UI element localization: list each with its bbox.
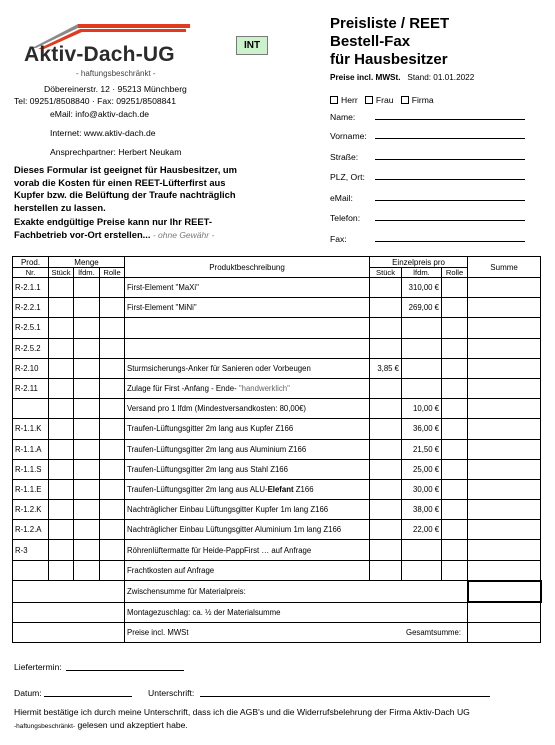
page-title-line2: Bestell-Fax [330, 33, 411, 50]
cell-menge-lfdm[interactable] [74, 459, 100, 479]
cell-price-stueck [370, 459, 402, 479]
cell-price-lfdm: 30,00 € [402, 479, 442, 499]
cell-menge-stueck[interactable] [49, 419, 74, 439]
cell-menge-rolle[interactable] [100, 520, 125, 540]
cell-description: Versand pro 1 lfdm (Mindestversandkosten: 80,00€) [125, 399, 370, 419]
cell-menge-lfdm[interactable] [74, 540, 100, 560]
cell-menge-rolle[interactable] [100, 419, 125, 439]
field-input-strasse[interactable] [375, 159, 525, 160]
gesamtsumme-row [125, 623, 468, 643]
cell-prod-nr: R-1.2.K [13, 500, 49, 520]
table-row [13, 520, 541, 540]
cell-price-rolle [442, 358, 468, 378]
cell-prod-nr: R-1.1.A [13, 439, 49, 459]
cell-price-rolle [442, 500, 468, 520]
cell-price-lfdm: 25,00 € [402, 459, 442, 479]
cell-price-lfdm [402, 378, 442, 398]
datum-label: Datum: [14, 688, 42, 698]
cell-description [125, 318, 370, 338]
field-input-telefon[interactable] [375, 220, 525, 221]
cell-menge-rolle[interactable] [100, 378, 125, 398]
cell-menge-stueck[interactable] [49, 318, 74, 338]
company-email: eMail: info@aktiv-dach.de [50, 109, 150, 119]
cell-description: Frachtkosten auf Anfrage [125, 560, 370, 581]
order-table [12, 256, 542, 643]
cell-price-rolle [442, 399, 468, 419]
company-phone-fax: Tel: 09251/8508840 · Fax: 09251/8508841 [14, 96, 176, 106]
cell-description [125, 338, 370, 358]
intro-line-6: Fachbetrieb vor-Ort erstellen... - ohne Gewähr - [14, 228, 215, 240]
cell-menge-rolle[interactable] [100, 318, 125, 338]
cell-prod-nr: R-2.11 [13, 378, 49, 398]
header-menge-lfdm: lfdm. [74, 268, 100, 278]
cell-price-stueck [370, 399, 402, 419]
field-label-vorname: Vorname: [330, 131, 367, 141]
cell-menge-stueck[interactable] [49, 378, 74, 398]
cell-summe[interactable] [468, 358, 541, 378]
cell-menge-stueck[interactable] [49, 459, 74, 479]
zwischensumme-label: Zwischensumme für Materialpreis: [125, 581, 468, 602]
cell-description: Traufen-Lüftungsgitter 2m lang aus Aluminium Z166 [125, 439, 370, 459]
cell-price-stueck [370, 540, 402, 560]
cell-prod-nr: R-2.1.1 [13, 278, 49, 298]
cell-menge-rolle[interactable] [100, 298, 125, 318]
cell-menge-lfdm[interactable] [74, 378, 100, 398]
cell-menge-rolle[interactable] [100, 479, 125, 499]
cell-description: Traufen-Lüftungsgitter 2m lang aus ALU-Elefant Z166 [125, 479, 370, 499]
cell-menge-stueck[interactable] [49, 540, 74, 560]
table-row [13, 540, 541, 560]
unterschrift-input[interactable] [200, 696, 490, 697]
table-row [13, 459, 541, 479]
cell-price-lfdm [402, 318, 442, 338]
cell-price-lfdm: 22,00 € [402, 520, 442, 540]
cell-price-stueck [370, 560, 402, 581]
cell-price-stueck [370, 419, 402, 439]
header-nr: Nr. [13, 268, 49, 278]
confirm-rest: gelesen und akzeptiert habe. [75, 720, 188, 730]
cell-menge-lfdm[interactable] [74, 419, 100, 439]
cell-price-rolle [442, 378, 468, 398]
header-prod: Prod. [13, 257, 49, 268]
confirm-text-line2 [14, 720, 188, 730]
cell-menge-lfdm[interactable] [74, 338, 100, 358]
cell-menge-rolle[interactable] [100, 439, 125, 459]
cell-description: Traufen-Lüftungsgitter 2m lang aus Kupfer Z166 [125, 419, 370, 439]
table-row [13, 358, 541, 378]
cell-price-stueck [370, 318, 402, 338]
cell-price-rolle [442, 459, 468, 479]
field-input-fax[interactable] [375, 241, 525, 242]
header-menge-rolle: Rolle [100, 268, 125, 278]
cell-price-stueck: 3,85 € [370, 358, 402, 378]
cell-menge-lfdm[interactable] [74, 439, 100, 459]
cell-price-lfdm [402, 358, 442, 378]
cell-menge-stueck[interactable] [49, 399, 74, 419]
table-row [13, 399, 541, 419]
cell-prod-nr: R-3 [13, 540, 49, 560]
cell-price-lfdm: 310,00 € [402, 278, 442, 298]
gesamtsumme-label: Gesamtsumme: [406, 628, 462, 638]
field-input-email[interactable] [375, 200, 525, 201]
cell-menge-rolle[interactable] [100, 278, 125, 298]
cell-menge-stueck[interactable] [49, 520, 74, 540]
cell-price-stueck [370, 378, 402, 398]
cell-price-rolle [442, 318, 468, 338]
cell-price-lfdm: 10,00 € [402, 399, 442, 419]
intro-line-2: vorab die Kosten für einen REET-Lüfterfirst aus [14, 176, 226, 188]
cell-prod-nr [13, 560, 49, 581]
montage-value[interactable] [468, 602, 541, 623]
cell-price-stueck [370, 520, 402, 540]
cell-menge-lfdm[interactable] [74, 298, 100, 318]
table-row [13, 278, 541, 298]
header-beschreibung: Produktbeschreibung [125, 257, 370, 278]
checkbox-firma[interactable]: Firma [401, 95, 434, 105]
company-internet: Internet: www.aktiv-dach.de [50, 128, 156, 138]
confirm-text-line1: Hiermit bestätige ich durch meine Unterschrift, dass ich die AGB's und die Widerrufsbelehrung der Firma Aktiv-Dach UG [14, 707, 470, 717]
cell-price-rolle [442, 419, 468, 439]
intro-line-5: Exakte endgültige Preise kann nur Ihr REET- [14, 216, 212, 227]
cell-price-lfdm: 38,00 € [402, 500, 442, 520]
cell-menge-lfdm[interactable] [74, 479, 100, 499]
cell-price-lfdm: 269,00 € [402, 298, 442, 318]
cell-description: Sturmsicherungs-Anker für Sanieren oder Vorbeugen [125, 358, 370, 378]
cell-description: Röhrenlüftermatte für Heide-PappFirst … auf Anfrage [125, 540, 370, 560]
field-input-name[interactable] [375, 119, 525, 120]
cell-price-rolle [442, 278, 468, 298]
cell-summe[interactable] [468, 338, 541, 358]
datum-input[interactable] [44, 696, 132, 697]
header-menge: Menge [49, 257, 125, 268]
table-row [13, 298, 541, 318]
cell-summe[interactable] [468, 399, 541, 419]
logo-text: Aktiv-Dach-UG [24, 43, 175, 66]
liefertermin-label: Liefertermin: [14, 662, 62, 672]
confirm-small: -haftungsbeschränkt- [14, 723, 76, 730]
company-contact: Ansprechpartner: Herbert Neukam [50, 147, 182, 157]
cell-menge-stueck[interactable] [49, 358, 74, 378]
field-label-telefon: Telefon: [330, 213, 361, 223]
cell-price-rolle [442, 560, 468, 581]
cell-price-lfdm: 21,50 € [402, 439, 442, 459]
header-summe: Summe [468, 257, 541, 278]
cell-price-stueck [370, 278, 402, 298]
field-label-fax: Fax: [330, 234, 347, 244]
cell-prod-nr: R-2.5.1 [13, 318, 49, 338]
cell-price-lfdm [402, 338, 442, 358]
cell-menge-stueck[interactable] [49, 278, 74, 298]
cell-menge-stueck[interactable] [49, 439, 74, 459]
cell-price-rolle [442, 479, 468, 499]
cell-menge-rolle[interactable] [100, 338, 125, 358]
cell-menge-rolle[interactable] [100, 560, 125, 581]
cell-description: First-Element "MiNi" [125, 298, 370, 318]
cell-summe[interactable] [468, 298, 541, 318]
cell-price-stueck [370, 298, 402, 318]
table-row [13, 338, 541, 358]
liefertermin-input[interactable] [66, 670, 184, 671]
cell-prod-nr: R-1.1.K [13, 419, 49, 439]
checkbox-frau[interactable]: Frau [365, 95, 394, 105]
cell-menge-stueck[interactable] [49, 500, 74, 520]
table-row [13, 318, 541, 338]
cell-menge-lfdm[interactable] [74, 399, 100, 419]
cell-menge-lfdm[interactable] [74, 520, 100, 540]
cell-menge-lfdm[interactable] [74, 318, 100, 338]
cell-menge-stueck[interactable] [49, 560, 74, 581]
intro-line-1: Dieses Formular ist geeignet für Hausbesitzer, um [14, 164, 237, 175]
table-row [13, 419, 541, 439]
cell-price-lfdm [402, 560, 442, 581]
cell-menge-lfdm[interactable] [74, 358, 100, 378]
cell-prod-nr: R-1.2.A [13, 520, 49, 540]
montage-label: Montagezuschlag: ca. ½ der Materialsumme [125, 602, 468, 623]
company-logo [14, 18, 200, 76]
table-row [13, 378, 541, 398]
cell-price-rolle [442, 338, 468, 358]
cell-description: Traufen-Lüftungsgitter 2m lang aus Stahl Z166 [125, 459, 370, 479]
cell-summe[interactable] [468, 500, 541, 520]
table-row [13, 439, 541, 459]
cell-menge-lfdm[interactable] [74, 560, 100, 581]
table-row [13, 500, 541, 520]
cell-menge-rolle[interactable] [100, 399, 125, 419]
intro-line-3: Kupfer bzw. die Belüftung der Traufe nachträglich [14, 189, 236, 200]
cell-prod-nr: R-2.10 [13, 358, 49, 378]
header-preis-stueck: Stück [370, 268, 402, 278]
cell-menge-lfdm[interactable] [74, 278, 100, 298]
price-info-mwst: Preise incl. MWSt. [330, 73, 401, 82]
cell-summe[interactable] [468, 378, 541, 398]
cell-menge-rolle[interactable] [100, 459, 125, 479]
unterschrift-label: Unterschrift: [148, 688, 195, 698]
cell-prod-nr [13, 399, 49, 419]
cell-description: Nachträglicher Einbau Lüftungsgitter Aluminium 1m lang Z166 [125, 520, 370, 540]
cell-prod-nr: R-1.1.S [13, 459, 49, 479]
cell-prod-nr: R-2.2.1 [13, 298, 49, 318]
preise-incl-label: Preise incl. MWSt [127, 628, 189, 638]
int-badge: INT [236, 36, 268, 55]
cell-price-lfdm [402, 540, 442, 560]
cell-summe[interactable] [468, 419, 541, 439]
field-label-plz-ort: PLZ, Ort: [330, 172, 365, 182]
intro-line-4: herstellen zu lassen. [14, 201, 106, 213]
logo-subtitle: - haftungsbeschränkt - [76, 69, 156, 78]
gesamtsumme-value[interactable] [468, 623, 541, 643]
cell-menge-stueck[interactable] [49, 479, 74, 499]
header-preis-rolle: Rolle [442, 268, 468, 278]
cell-price-rolle [442, 520, 468, 540]
table-row [13, 560, 541, 581]
header-menge-stueck: Stück [49, 268, 74, 278]
cell-price-rolle [442, 540, 468, 560]
cell-menge-lfdm[interactable] [74, 500, 100, 520]
cell-price-rolle [442, 298, 468, 318]
cell-price-stueck [370, 500, 402, 520]
order-rows [13, 278, 541, 581]
cell-summe[interactable] [468, 560, 541, 581]
salutation-row [330, 95, 434, 105]
price-info-stand: Stand: 01.01.2022 [407, 73, 475, 82]
cell-description: First-Element "MaXi" [125, 278, 370, 298]
cell-price-stueck [370, 338, 402, 358]
cell-menge-stueck[interactable] [49, 338, 74, 358]
header-einzelpreis: Einzelpreis pro [370, 257, 468, 268]
cell-prod-nr: R-1.1.E [13, 479, 49, 499]
cell-summe[interactable] [468, 479, 541, 499]
field-input-vorname[interactable] [375, 138, 525, 139]
field-label-email: eMail: [330, 193, 353, 203]
cell-summe[interactable] [468, 278, 541, 298]
cell-menge-rolle[interactable] [100, 500, 125, 520]
cell-price-stueck [370, 439, 402, 459]
cell-menge-rolle[interactable] [100, 358, 125, 378]
price-info [330, 73, 474, 82]
header-preis-lfdm: lfdm. [402, 268, 442, 278]
field-input-plz-ort[interactable] [375, 179, 525, 180]
checkbox-herr[interactable]: Herr [330, 95, 358, 105]
cell-prod-nr: R-2.5.2 [13, 338, 49, 358]
cell-summe[interactable] [468, 318, 541, 338]
table-row [13, 479, 541, 499]
cell-price-stueck [370, 479, 402, 499]
company-address: Döbereinerstr. 12 · 95213 Münchberg [44, 84, 187, 94]
zwischensumme-value[interactable] [468, 581, 541, 602]
cell-menge-stueck[interactable] [49, 298, 74, 318]
field-label-strasse: Straße: [330, 152, 359, 162]
cell-summe[interactable] [468, 459, 541, 479]
cell-price-lfdm: 36,00 € [402, 419, 442, 439]
page-title-line3: für Hausbesitzer [330, 51, 448, 68]
intro-text [14, 164, 294, 241]
page-title-line1: Preisliste / REET [330, 15, 450, 32]
cell-summe[interactable] [468, 520, 541, 540]
cell-menge-rolle[interactable] [100, 540, 125, 560]
field-label-name: Name: [330, 112, 356, 122]
cell-description: Nachträglicher Einbau Lüftungsgitter Kupfer 1m lang Z166 [125, 500, 370, 520]
cell-price-rolle [442, 439, 468, 459]
cell-description: Zulage für First -Anfang - Ende- "handwerklich" [125, 378, 370, 398]
cell-summe[interactable] [468, 540, 541, 560]
cell-summe[interactable] [468, 439, 541, 459]
